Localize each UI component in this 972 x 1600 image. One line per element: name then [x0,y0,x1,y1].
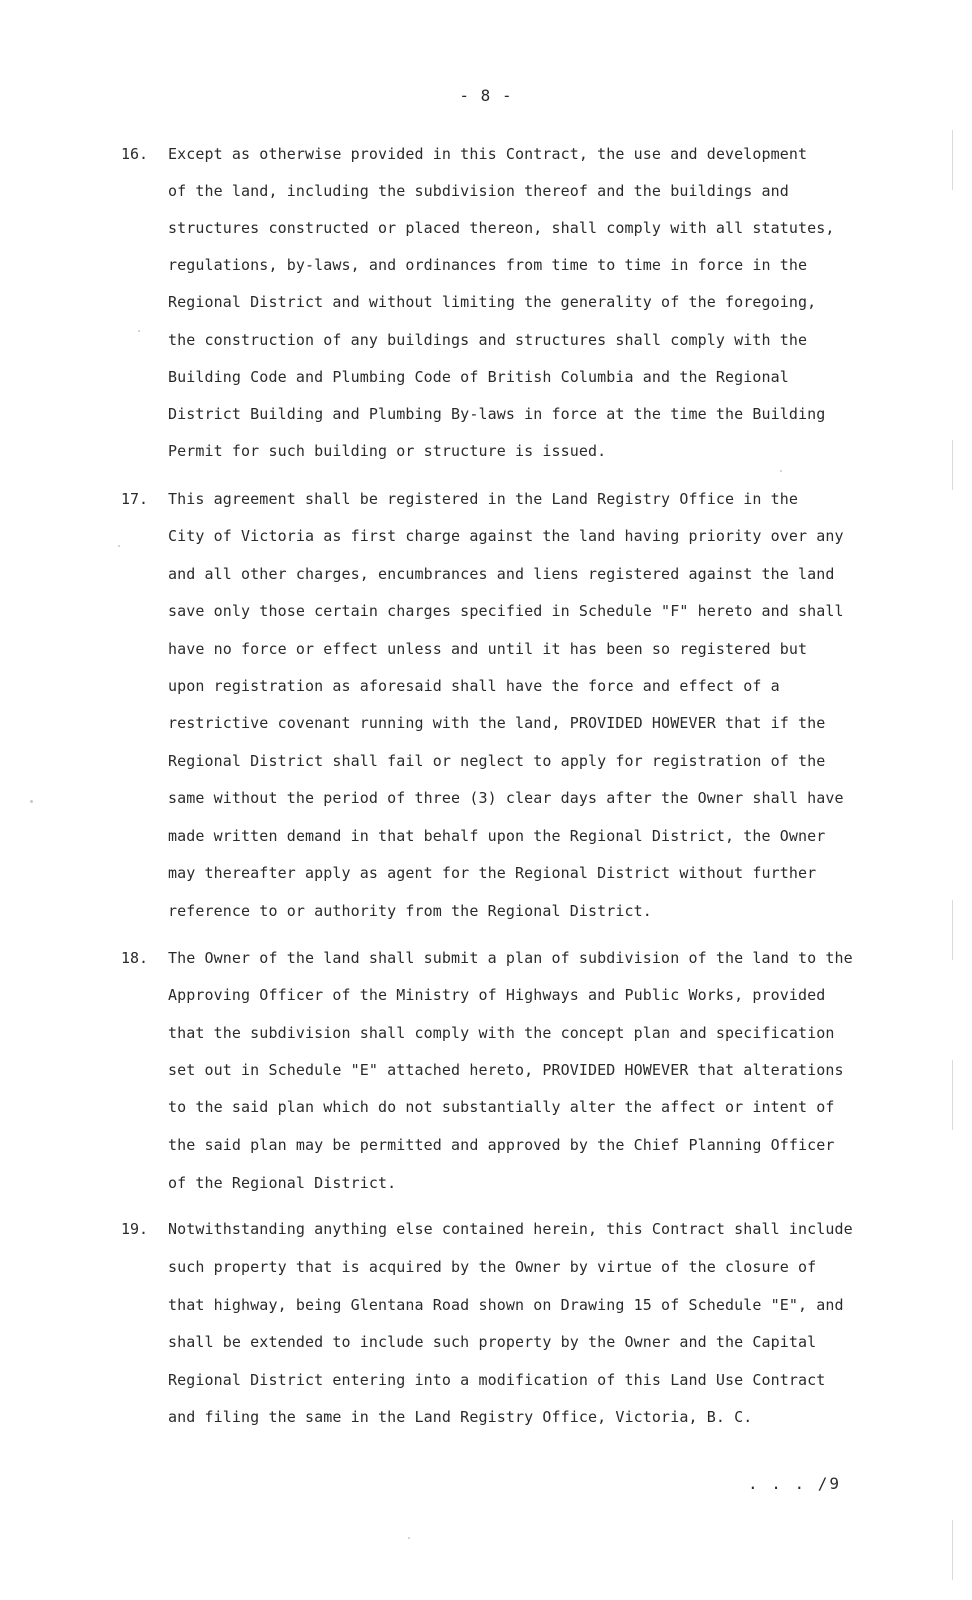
clause-line: the said plan may be permitted and approved by the Chief Planning Officer [168,1136,835,1154]
scan-edge-mark [952,130,953,190]
clause-line: set out in Schedule "E" attached hereto, PROVIDED HOWEVER that alterations [168,1061,844,1079]
scan-edge-mark [952,900,953,960]
clause-line: made written demand in that behalf upon the Regional District, the Owner [168,827,826,845]
clause-number: 17. [121,490,149,508]
clause-line: shall be extended to include such property by the Owner and the Capital [168,1333,817,1351]
clause-line: save only those certain charges specified in Schedule "F" hereto and shall [168,602,844,620]
clause-line: Regional District and without limiting the generality of the foregoing, [168,293,817,311]
scan-speck [780,470,782,472]
clause-line: of the land, including the subdivision thereof and the buildings and [168,182,789,200]
clause-line: This agreement shall be registered in the Land Registry Office in the [168,490,799,508]
clause-line: such property that is acquired by the Owner by virtue of the closure of [168,1258,817,1276]
clause-line: Regional District shall fail or neglect to apply for registration of the [168,752,826,770]
scan-speck [138,330,140,332]
clause-line: Permit for such building or structure is issued. [168,442,607,460]
scan-speck [118,545,120,547]
clause-line: Approving Officer of the Ministry of Highways and Public Works, provided [168,986,826,1004]
continuation-marker: . . . /9 [748,1474,842,1493]
clause-line: that the subdivision shall comply with the concept plan and specification [168,1024,835,1042]
page-number: - 8 - [459,86,513,105]
clause-line: City of Victoria as first charge against the land having priority over any [168,527,844,545]
clause-line: that highway, being Glentana Road shown on Drawing 15 of Schedule "E", and [168,1296,844,1314]
clause-line: structures constructed or placed thereon, shall comply with all statutes, [168,219,835,237]
clause-line: Notwithstanding anything else contained herein, this Contract shall include [168,1220,853,1238]
scan-edge-mark [952,440,953,490]
clause-line: may thereafter apply as agent for the Regional District without further [168,864,817,882]
clause-line: and filing the same in the Land Registry Office, Victoria, B. C. [168,1408,753,1426]
clause-line: reference to or authority from the Regional District. [168,902,652,920]
clause-line: and all other charges, encumbrances and liens registered against the land [168,565,835,583]
clause-line: restrictive covenant running with the land, PROVIDED HOWEVER that if the [168,714,826,732]
clause-line: upon registration as aforesaid shall have the force and effect of a [168,677,780,695]
clause-line: Regional District entering into a modification of this Land Use Contract [168,1371,826,1389]
clause-line: The Owner of the land shall submit a plan of subdivision of the land to the [168,949,853,967]
scan-speck [408,1537,410,1539]
clause-line: Except as otherwise provided in this Contract, the use and development [168,145,808,163]
clause-line: of the Regional District. [168,1174,397,1192]
scan-edge-mark [952,1520,953,1580]
clause-number: 19. [121,1220,149,1238]
clause-line: to the said plan which do not substantially alter the affect or intent of [168,1098,835,1116]
scan-speck [30,800,33,803]
clause-number: 18. [121,949,149,967]
clause-line: Building Code and Plumbing Code of British Columbia and the Regional [168,368,789,386]
clause-line: the construction of any buildings and structures shall comply with the [168,331,808,349]
scan-edge-mark [952,1060,953,1130]
clause-line: same without the period of three (3) clear days after the Owner shall have [168,789,844,807]
clause-line: have no force or effect unless and until it has been so registered but [168,640,808,658]
clause-line: regulations, by-laws, and ordinances from time to time in force in the [168,256,808,274]
clause-number: 16. [121,145,149,163]
clause-line: District Building and Plumbing By-laws in force at the time the Building [168,405,826,423]
